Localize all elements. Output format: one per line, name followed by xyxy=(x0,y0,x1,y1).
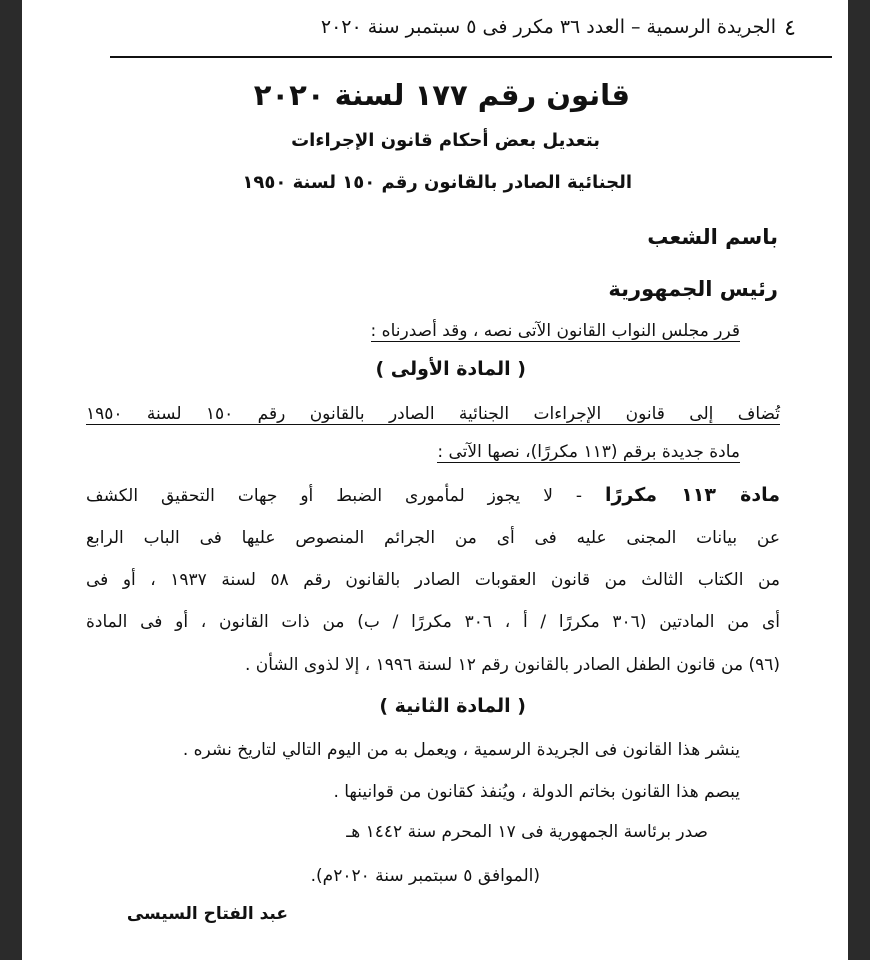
page-number: ٤ xyxy=(784,16,796,41)
article2-heading: ( المادة الثانية ) xyxy=(379,695,526,717)
law-title: قانون رقم ١٧٧ لسنة ٢٠٢٠ xyxy=(253,78,630,112)
article1-line1 xyxy=(86,404,780,424)
intro-text xyxy=(371,321,740,341)
new-article-body-line3: من الكتاب الثالث من قانون العقوبات الصادر بالقانون رقم ٥٨ لسنة ١٩٣٧ ، أو فى xyxy=(86,570,780,590)
article1-line2 xyxy=(437,442,740,462)
in-name-of-people: باسم الشعب xyxy=(647,225,778,249)
issued-date: صدر برئاسة الجمهورية فى ١٧ المحرم سنة ١٤٤٢ هـ xyxy=(346,822,708,842)
new-article-label: مادة ١١٣ مكررًا xyxy=(604,484,781,506)
article1-heading: ( المادة الأولى ) xyxy=(375,358,526,380)
gregorian-date: (الموافق ٥ سبتمبر سنة ٢٠٢٠م). xyxy=(310,866,540,886)
new-article-line1 xyxy=(86,484,780,506)
article2-line1: ينشر هذا القانون فى الجريدة الرسمية ، ويعمل به من اليوم التالي لتاريخ نشره . xyxy=(182,740,740,760)
running-header: الجريدة الرسمية – العدد ٣٦ مكرر فى ٥ سبتمبر سنة ٢٠٢٠ xyxy=(320,16,776,38)
article1-line1-underlined: تُضاف إلى قانون الإجراءات الجنائية الصادر بالقانون رقم ١٥٠ لسنة ١٩٥٠ xyxy=(86,404,781,424)
president-heading: رئيس الجمهورية xyxy=(608,277,778,301)
article1-line2-underlined: مادة جديدة برقم (١١٣ مكررًا)، نصها الآتى : xyxy=(437,442,740,462)
header-rule xyxy=(110,56,832,58)
new-article-body-line2: عن بيانات المجنى عليه فى أى من الجرائم المنصوص عليها فى الباب الرابع xyxy=(86,528,780,548)
new-article-body-line1: - لا يجوز لمأمورى الضبط أو جهات التحقيق الكشف xyxy=(86,486,582,506)
law-subtitle-line1: بتعديل بعض أحكام قانون الإجراءات xyxy=(291,130,600,151)
new-article-body-line4: أى من المادتين (٣٠٦ مكررًا / أ ، ٣٠٦ مكررًا / ب) من ذات القانون ، أو فى المادة xyxy=(86,612,781,632)
signature: عبد الفتاح السيسى xyxy=(126,904,288,924)
new-article-body-line5: (٩٦) من قانون الطفل الصادر بالقانون رقم ١٢ لسنة ١٩٩٦ ، إلا لذوى الشأن . xyxy=(244,655,780,675)
law-subtitle-line2: الجنائية الصادر بالقانون رقم ١٥٠ لسنة ١٩٥٠ xyxy=(242,172,632,193)
article2-line2: يبصم هذا القانون بخاتم الدولة ، ويُنفذ كقانون من قوانينها . xyxy=(333,782,740,802)
intro-text-underlined: قرر مجلس النواب القانون الآتى نصه ، وقد أصدرناه : xyxy=(370,321,740,341)
gazette-page xyxy=(22,0,848,960)
